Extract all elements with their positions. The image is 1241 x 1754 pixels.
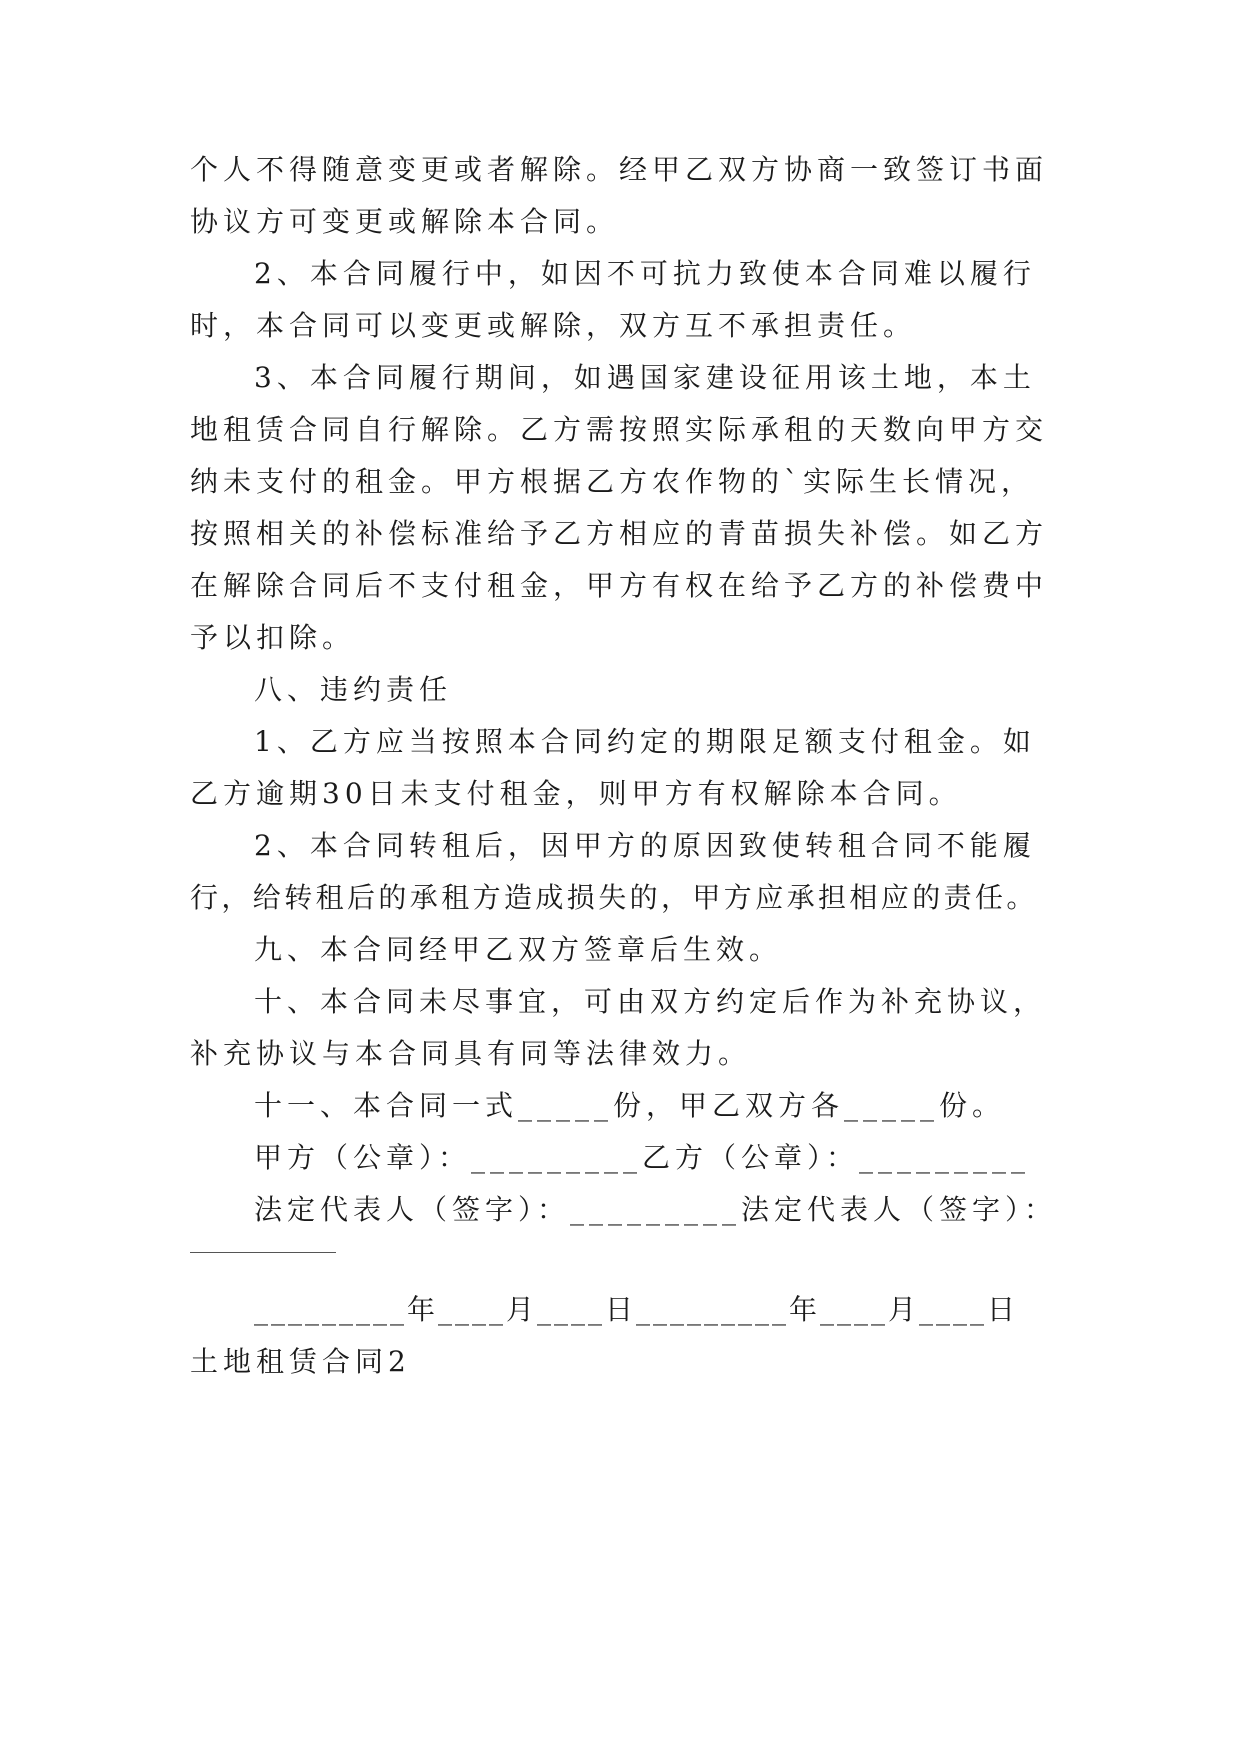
paragraph-line: 乙方逾期30日未支付租金，则甲方有权解除本合同。 (190, 777, 962, 810)
date-line: _________年____月____日_________年____月____日 (254, 1293, 1019, 1326)
paragraph-line: 在解除合同后不支付租金，甲方有权在给予乙方的补偿费中 (190, 569, 1049, 602)
next-section-title: 土地租赁合同2 (190, 1345, 411, 1378)
seal-line: 甲方（公章）：_________乙方（公章）：_________ (254, 1141, 1031, 1174)
paragraph-line: 时，本合同可以变更或解除，双方互不承担责任。 (190, 309, 917, 342)
paragraph-line: 协议方可变更或解除本合同。 (190, 205, 620, 238)
section-heading: 八、违约责任 (254, 673, 453, 706)
paragraph-line: 纳未支付的租金。甲方根据乙方农作物的`实际生长情况， (190, 465, 1035, 498)
paragraph-line: 1、乙方应当按照本合同约定的期限足额支付租金。如 (254, 725, 1036, 758)
copies-clause: 十一、本合同一式_____份，甲乙双方各_____份。 (254, 1089, 1006, 1122)
paragraph-line: 予以扣除。 (190, 621, 356, 654)
section-heading: 十、本合同未尽事宜，可由双方约定后作为补充协议， (254, 985, 1047, 1018)
paragraph-line: 补充协议与本合同具有同等法律效力。 (190, 1037, 752, 1070)
paragraph-line: 3、本合同履行期间，如遇国家建设征用该土地，本土 (254, 361, 1036, 394)
paragraph-line: 行，给转租后的承租方造成损失的，甲方应承担相应的责任。 (190, 881, 1038, 914)
paragraph-line: 按照相关的补偿标准给予乙方相应的青苗损失补偿。如乙方 (190, 517, 1049, 550)
paragraph-line: 2、本合同履行中，如因不可抗力致使本合同难以履行 (254, 257, 1036, 290)
paragraph-line: 地租赁合同自行解除。乙方需按照实际承租的天数向甲方交 (190, 413, 1049, 446)
section-heading: 九、本合同经甲乙双方签章后生效。 (254, 933, 783, 966)
signature-blank (190, 1252, 336, 1253)
paragraph-line: 个人不得随意变更或者解除。经甲乙双方协商一致签订书面 (190, 153, 1049, 186)
paragraph-line: 2、本合同转租后，因甲方的原因致使转租合同不能履 (254, 829, 1036, 862)
signature-line: 法定代表人（签字）：_________法定代表人（签字）： (254, 1193, 1058, 1226)
